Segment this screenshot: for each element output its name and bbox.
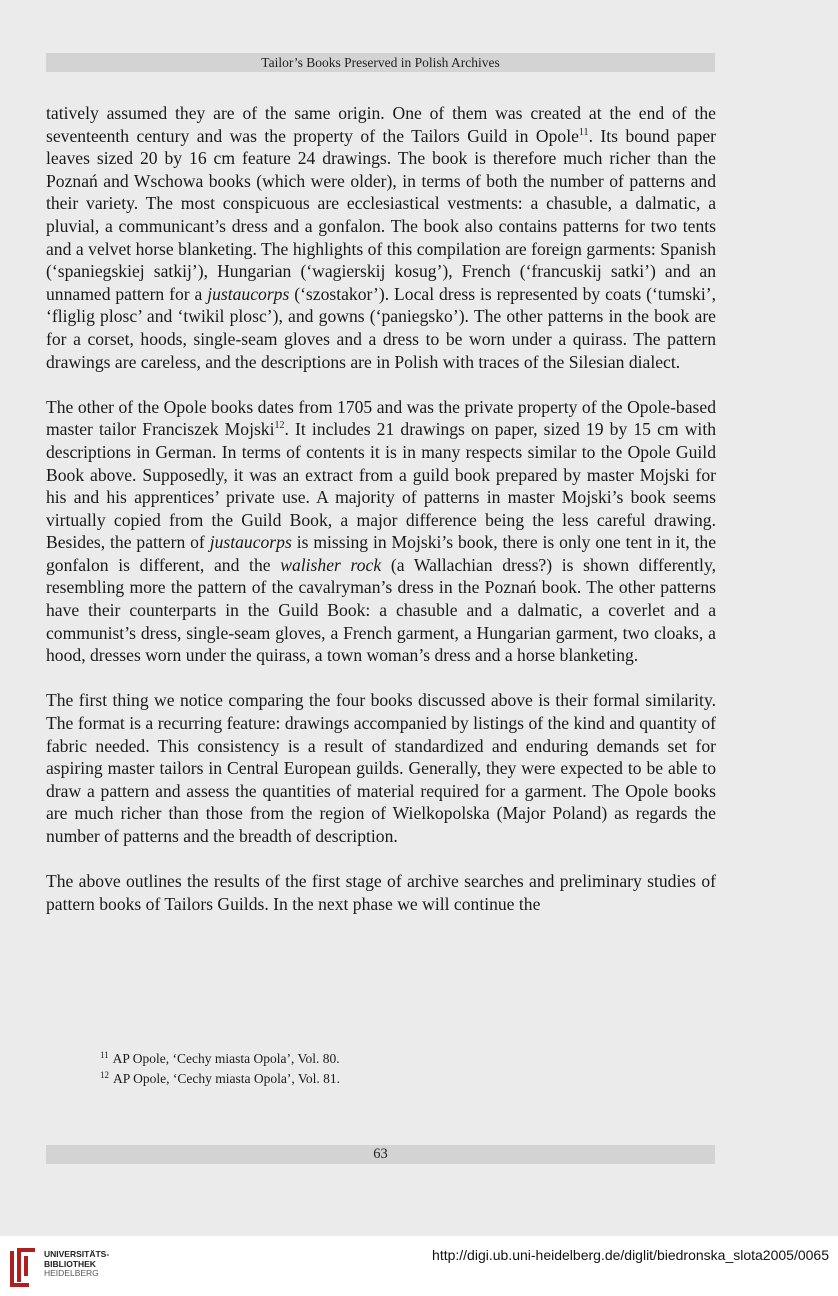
permalink-url[interactable]: http://digi.ub.uni-heidelberg.de/diglit/biedronska_slota2005/0065 [432,1247,829,1263]
body-text [46,102,716,915]
page-number: 63 [373,1146,388,1162]
page-number-bar [46,1145,715,1164]
footnote-11: $^{11}$ AP Opole, ‘Cechy miasta Opola’, Vol. 80. [100,1050,340,1066]
library-logo-icon[interactable] [7,1246,37,1288]
paragraph-1: tatively assumed they are of the same origin. One of them was created at the end of the seventeenth century and was the property of the Tailors Guild in Opole$^{11}$. Its bound paper leaves sized 20 by 16 cm feature 24 drawings. The book is therefore much richer than the Poznań and Wschowa books (which were older), in terms of both the number of patterns and their variety. The most conspicuous are ecclesiastical vestments: a chasuble, a dalmatic, a pluvial, a communicant’s dress and a gonfalon. The book also contains patterns for two tents and a velvet horse blanketing. The highlights of this compilation are foreign garments: Spanish (‘spaniegskiej satkij’), Hungarian (‘wagierskij kosug’), French (‘francuskij satki’) and an unnamed pattern for a justaucorps (‘szostakor’). Local dress is represented by coats (‘tumski’, ‘fliglig plosc’ and ‘twikil plosc’), and gowns (‘paniegsko’). The other patterns in the book are for a corset, hoods, single-seam gloves and a dress to be worn under a quirass. The pattern drawings are careless, and the descriptions are in Polish with traces of the Silesian dialect. [46,103,716,372]
running-title: Tailor’s Books Preserved in Polish Archives [261,55,500,70]
paragraph-2: The other of the Opole books dates from 1705 and was the private property of the Opole-based master tailor Franciszek Mojski$^{12}$. It includes 21 drawings on paper, sized 19 by 15 cm with descriptions in German. In terms of contents it is in many respects similar to the Opole Guild Book above. Supposedly, it was an extract from a guild book prepared by master Mojski for his and his apprentices’ private use. A majority of patterns in master Mojski’s book seems virtually copied from the Guild Book, a major difference being the less careful drawing. Besides, the pattern of justaucorps is missing in Mojski’s book, there is only one tent in it, the gonfalon is different, and the walisher rock (a Wallachian dress?) is shown differently, resembling more the pattern of the cavalryman’s dress in the Poznań book. The other patterns have their counterparts in the Guild Book: a chasuble and a dalmatic, a coverlet and a communist’s dress, single-seam gloves, a French garment, a Hungarian garment, two cloaks, a hood, dresses worn under the quirass, a town woman’s dress and a horse blanketing. [46,396,716,666]
footnote-12: $^{12}$ AP Opole, ‘Cechy miasta Opola’, Vol. 81. [100,1070,340,1086]
footnote-ref-12[interactable]: 12 [274,420,285,432]
running-header [46,53,715,72]
footer [0,1236,838,1296]
paragraph-3: The first thing we notice comparing the four books discussed above is their formal similarity. The format is a recurring feature: drawings accompanied by listings of the kind and quantity of fabric needed. This consistency is a result of standardized and enduring demands set for aspiring master tailors in Central European guilds. Generally, they were expected to be able to draw a pattern and assess the quantities of material required for a garment. The Opole books are much richer than those from the region of Wielkopolska (Major Poland) as regards the number of patterns and the breadth of description. [46,690,716,846]
footnote-ref-11[interactable]: 11 [578,126,589,138]
library-name: UNIVERSITÄTS- BIBLIOTHEK HEIDELBERG [44,1249,110,1278]
paragraph-4: The above outlines the results of the first stage of archive searches and preliminary studies of pattern books of Tailors Guilds. In the next phase we will continue the [46,871,716,914]
footnotes [100,1049,340,1089]
